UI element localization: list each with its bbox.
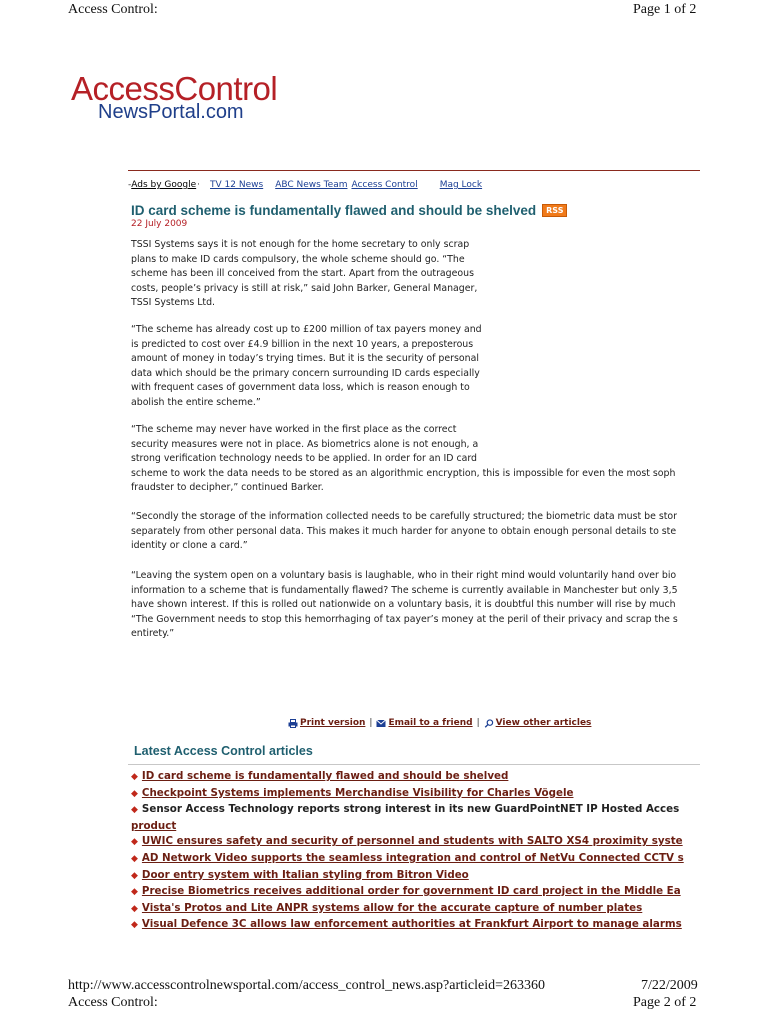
magnifier-icon — [484, 719, 494, 728]
ads-prefix: - — [128, 180, 132, 190]
tools-separator: | — [369, 718, 373, 728]
rss-button[interactable]: RSS — [542, 204, 567, 217]
list-item[interactable]: ◆ Checkpoint Systems implements Merchandise Visibility for Charles Vögele — [131, 786, 574, 799]
logo-line-2: NewsPortal.com — [98, 101, 244, 123]
list-item[interactable]: ◆ ID card scheme is fundamentally flawed and should be shelved — [131, 770, 509, 782]
print-footer-date: 7/22/2009 — [641, 978, 698, 993]
list-item-continuation[interactable]: product — [131, 819, 177, 832]
printer-icon — [288, 719, 298, 728]
latest-articles-list — [131, 769, 684, 930]
article-title — [131, 203, 567, 218]
site-logo[interactable] — [71, 72, 277, 122]
article-paragraph-1: TSSI Systems says it is not enough for the home secretary to only scrap plans to make ID cards compulsory, the whole scheme should go. “The scheme has been ill conceived from the start. Apart from the outrageous costs, people’s privacy is still at risk,” said John Barker, General Manager, TSSI Systems Ltd. — [131, 239, 478, 309]
print-header-title-page2: Access Control: — [68, 995, 158, 1010]
bullet-diamond-icon: ◆ — [131, 788, 138, 799]
print-version-link[interactable]: Print version — [300, 718, 366, 728]
article-paragraph-5: “Leaving the system open on a voluntary basis is laughable, who in their right mind would voluntarily hand over bio information to a scheme that is fundamentally flawed? The scheme is currently available in Manchester but only 3,5 have shown interest. If this is rolled out nationwide on a voluntary basis, it is doubtful this number will rise by much “The Government needs to stop this hemorrhaging of tax payer’s money at the peril of their privacy and scrap the s entirety.” — [131, 570, 678, 640]
ad-link-tv12[interactable]: TV 12 News — [210, 180, 264, 190]
list-item[interactable]: ◆ AD Network Video supports the seamless integration and control of NetVu Connected CCTV s — [131, 851, 684, 864]
view-other-articles-link[interactable]: View other articles — [495, 718, 592, 728]
bullet-diamond-icon: ◆ — [131, 772, 138, 782]
list-item[interactable]: ◆ Door entry system with Italian styling from Bitron Video — [131, 868, 469, 881]
article-viewport — [128, 160, 700, 930]
tools-separator: | — [476, 718, 480, 728]
latest-divider — [128, 764, 700, 765]
print-header-title: Access Control: — [68, 2, 158, 17]
latest-articles-heading: Latest Access Control articles — [134, 744, 313, 758]
top-divider — [128, 170, 700, 171]
print-header-page-2: Page 2 of 2 — [633, 995, 697, 1010]
article-date: 22 July 2009 — [131, 219, 188, 229]
bullet-diamond-icon: ◆ — [131, 805, 138, 816]
bullet-diamond-icon: ◆ — [131, 837, 138, 848]
ads-bar — [128, 180, 482, 190]
article-title-text: ID card scheme is fundamentally flawed and should be shelved — [131, 203, 537, 218]
logo-line-1: AccessControl — [71, 70, 278, 107]
ads-dot: · — [197, 180, 201, 190]
article-paragraph-2: “The scheme has already cost up to £200 million of tax payers money and is predicted to cost over £4.9 billion in the next 10 years, a preposterous amount of money in today’s trying times. But it is the security of personal data which should be the primary concern surrounding ID cards especially with frequent cases of government data loss, which is reason enough to abolish the entire scheme.” — [131, 324, 482, 408]
article-tools — [288, 718, 591, 728]
bullet-diamond-icon: ◆ — [131, 887, 138, 898]
list-item[interactable]: ◆ Vista's Protos and Lite ANPR systems allow for the accurate capture of number plates — [131, 901, 643, 914]
envelope-icon — [376, 719, 386, 728]
email-friend-link[interactable]: Email to a friend — [388, 718, 473, 728]
list-item[interactable]: ◆ Precise Biometrics receives additional order for government ID card project in the Middle Ea — [131, 885, 681, 898]
article-paragraph-4: “Secondly the storage of the information collected needs to be carefully structured; the biometric data must be stor separately from other personal data. This makes it much harder for anyone to obtain enough personal details to ste identity or clone a card.” — [131, 511, 678, 552]
list-item[interactable]: ◆ Sensor Access Technology reports strong interest in its new GuardPointNET IP Hosted Acces — [131, 803, 680, 816]
print-footer-url[interactable]: http://www.accesscontrolnewsportal.com/access_control_news.asp?articleid=263360 — [68, 978, 546, 993]
bullet-diamond-icon: ◆ — [131, 870, 138, 881]
bullet-diamond-icon: ◆ — [131, 903, 138, 914]
ad-link-abc[interactable]: ABC News Team — [275, 180, 348, 190]
article-paragraph-3: “The scheme may never have worked in the first place as the correct security measures were not in place. As biometrics alone is not enough, a strong verification technology needs to be applied. In order for an ID card scheme to work the data needs to be stored as an algorithmic encryption, this is impossible for even the most soph fraudster to decipher,” continued Barker. — [131, 424, 676, 494]
print-header-page: Page 1 of 2 — [633, 2, 697, 17]
ads-by-google-link[interactable]: Ads by Google — [131, 180, 197, 190]
ad-link-access-control[interactable]: Access Control — [351, 180, 418, 190]
list-item[interactable]: ◆ UWIC ensures safety and security of personnel and students with SALTO XS4 proximity syste — [131, 835, 683, 848]
bullet-diamond-icon: ◆ — [131, 853, 138, 864]
ad-link-mag-lock[interactable]: Mag Lock — [439, 180, 483, 190]
bullet-diamond-icon: ◆ — [131, 920, 138, 930]
list-item[interactable]: ◆ Visual Defence 3C allows law enforcement authorities at Frankfurt Airport to manage alarms — [131, 918, 682, 930]
